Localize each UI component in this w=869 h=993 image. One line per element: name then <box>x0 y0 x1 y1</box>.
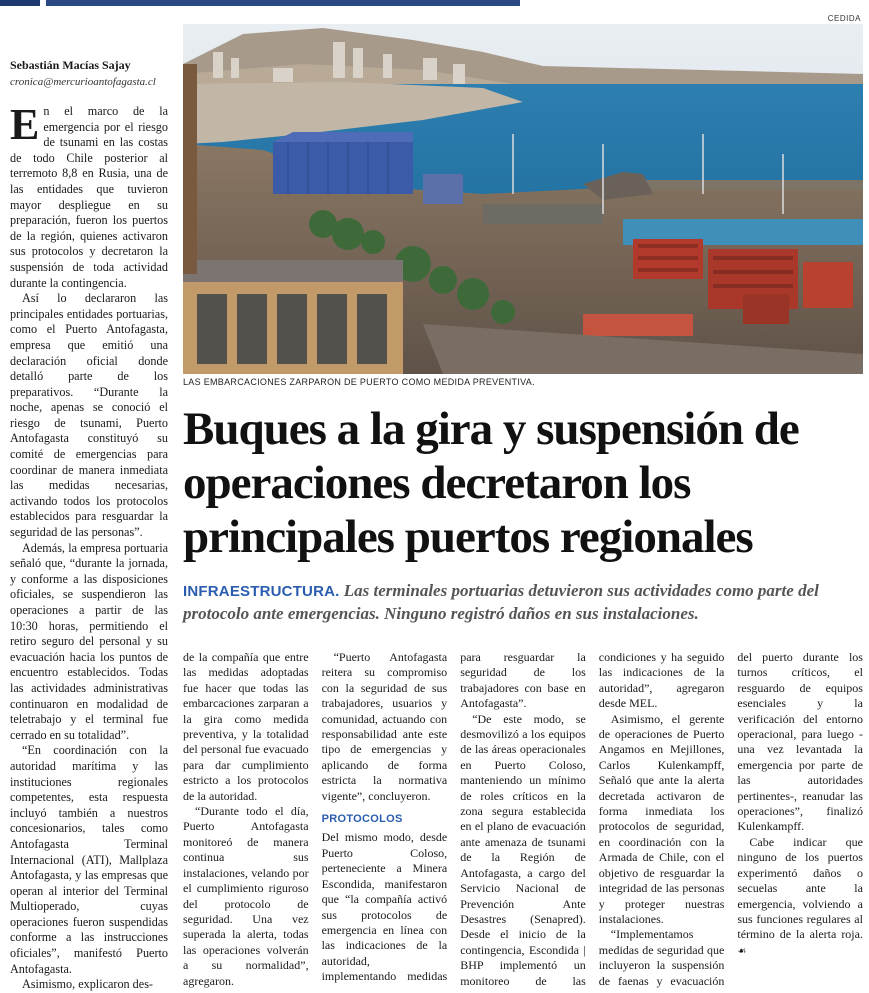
body-paragraph: de la compañía que entre las medidas adoptadas fue hacer que todas las embarcaciones zarparan a la gira como medida preventiva, y la totalidad del personal fue evacuado para dar cumplimiento estricto a los protocolos de la autoridad. <box>183 650 309 803</box>
port-illustration <box>183 24 863 374</box>
end-mark-icon: ☙ <box>737 945 747 957</box>
author-name: Sebastián Macías Sajay <box>10 58 131 72</box>
lead-text: Las terminales portuarias detuvieron sus actividades como parte del protocolo ante emergencias. Ninguno registró daños en sus instalaciones. <box>183 581 819 623</box>
section-tag: INFRAESTRUCTURA. <box>183 583 340 600</box>
column-paragraph <box>10 100 168 291</box>
paragraph-text: n el marco de la emergencia por el riesgo de tsunami en las costas de todo Chile posterior al terremoto 8,8 en Rusia, una de las entidades que tuvieron mayor despliegue en su preparación, fueron los puertos de la región, quienes activaron sus protocolos y decretaron la suspensión de toda actividad durante la contingencia. <box>10 104 168 290</box>
author-email: cronica@mercurioantofagasta.cl <box>10 76 156 88</box>
body-paragraph <box>737 835 863 959</box>
closing-text: Cabe indicar que ninguno de los puertos experimentó daños o secuelas ante la emergencia, volviendo a sus funciones regulares al término de la alerta roja. <box>737 834 863 942</box>
column-paragraph: Además, la empresa portuaria señaló que, “durante la jornada, y conforme a las disposiciones oficiales, se suspendieron las operaciones a partir de las 10:30 horas, permitiendo el retiro seguro del personal y su evacuación hacia los puntos de encuentro establecidos. Todas las actividades administrativas continuaron en modalidad de teletrabajo y el terminal fue cerrado en su totalidad”. <box>10 540 168 742</box>
article-body <box>183 650 863 990</box>
column-paragraph: Así lo declararon las principales entidades portuarias, como el Puerto Antofagasta, empresa que emitió una declaración oficial donde detalló parte de los preparativos. “Durante la noche, apenas se conoció el riesgo de tsunami, Puerto Antofagasta constituyó su comité de emergencias para coordinar de manera inmediata las medidas necesarias, activando todos los protocolos establecidos para resguardar la seguridad de las personas”. <box>10 291 168 540</box>
first-column <box>10 100 168 993</box>
drop-cap: E <box>10 100 40 149</box>
photo-credit: CEDIDA <box>827 14 861 23</box>
subheading: PROTOCOLOS <box>321 813 403 826</box>
photo-caption: LAS EMBARCACIONES ZARPARON DE PUERTO COMO MEDIDA PREVENTIVA. <box>183 377 535 387</box>
section-top-bar <box>0 0 520 6</box>
body-paragraph: “Implementamos medidas de seguridad que incluyeron la suspensión de faenas y evacuación del puerto durante los turnos críticos, el resguardo de equipos esenciales y la verificación del entorno operacional, para luego -una vez levantada la emergencia por parte de las autoridades pertinentes-, reanudar las operaciones”, finalizó Kulenkampff. <box>598 650 863 988</box>
port-photo <box>183 24 863 374</box>
column-paragraph: Asimismo, explicaron des- <box>22 977 153 992</box>
body-paragraph: Asimismo, el gerente de operaciones de Puerto Angamos en Mejillones, Carlos Kulenkampff, Señaló que ante la alerta decretada activaron de forma inmediata los protocolos de seguridad, en coordinación con la Armada de Chile, con el objetivo de resguardar la integridad de las personas y proteger nuestras instalaciones. <box>598 711 725 926</box>
column-paragraph: “En coordinación con la autoridad marítima y las instituciones regionales competentes, esta respuesta incluyó también a nuestros concesionarios, tales como Antofagasta Terminal Internacional (ATI), Mallplaza Antofagasta, y las empresas que operan al interior del Terminal Multioperado, cuyas operaciones fueron suspendidas conforme a las instrucciones oficiales”, manifestó Puerto Antofagasta. <box>10 743 168 976</box>
headline: Buques a la gira y suspensión de operaciones decretaron los principales puertos regionales <box>183 403 799 563</box>
body-paragraph: “Durante todo el día, Puerto Antofagasta monitoreó de manera continua sus instalaciones, velando por el cumplimiento riguroso del protocolo de seguridad. Una vez superada la alerta, todas las operaciones volverán a su normalidad”, agregaron. <box>183 804 309 988</box>
body-paragraph: Del mismo modo, desde Puerto Coloso, perteneciente a Minera Escondida, manifestaron que “la compañía activó sus protocolos de emergencia en línea con las indicaciones de la autoridad, implementando medidas para resguardar la seguridad de los trabajadores con base en Antofagasta”. <box>321 650 586 984</box>
section-marker <box>0 0 40 6</box>
lead-paragraph <box>183 580 863 625</box>
section-band <box>46 0 520 6</box>
body-paragraph: “De este modo, se desmovilizó a los equipos de las áreas operacionales en Puerto Coloso, manteniendo un mínimo de roles críticos en la zona segura establecida en el plano de evacuación ante amenaza de tsunami de la Región de Antofagasta, a cargo del Servicio Nacional de Prevención Ante Desastres (Senapred). Desde el inicio de la contingencia, Escondida | BHP implementó un monitoreo de las condiciones y ha seguido las indicaciones de la autoridad”, agregaron desde MEL. <box>460 650 725 988</box>
body-paragraph: “Puerto Antofagasta reitera su compromiso con la seguridad de sus trabajadores, usuarios y comunidad, actuando con responsabilidad ante este tipo de emergencias y aplicando de forma estricta la normativa vigente”, concluyeron. <box>321 650 448 803</box>
